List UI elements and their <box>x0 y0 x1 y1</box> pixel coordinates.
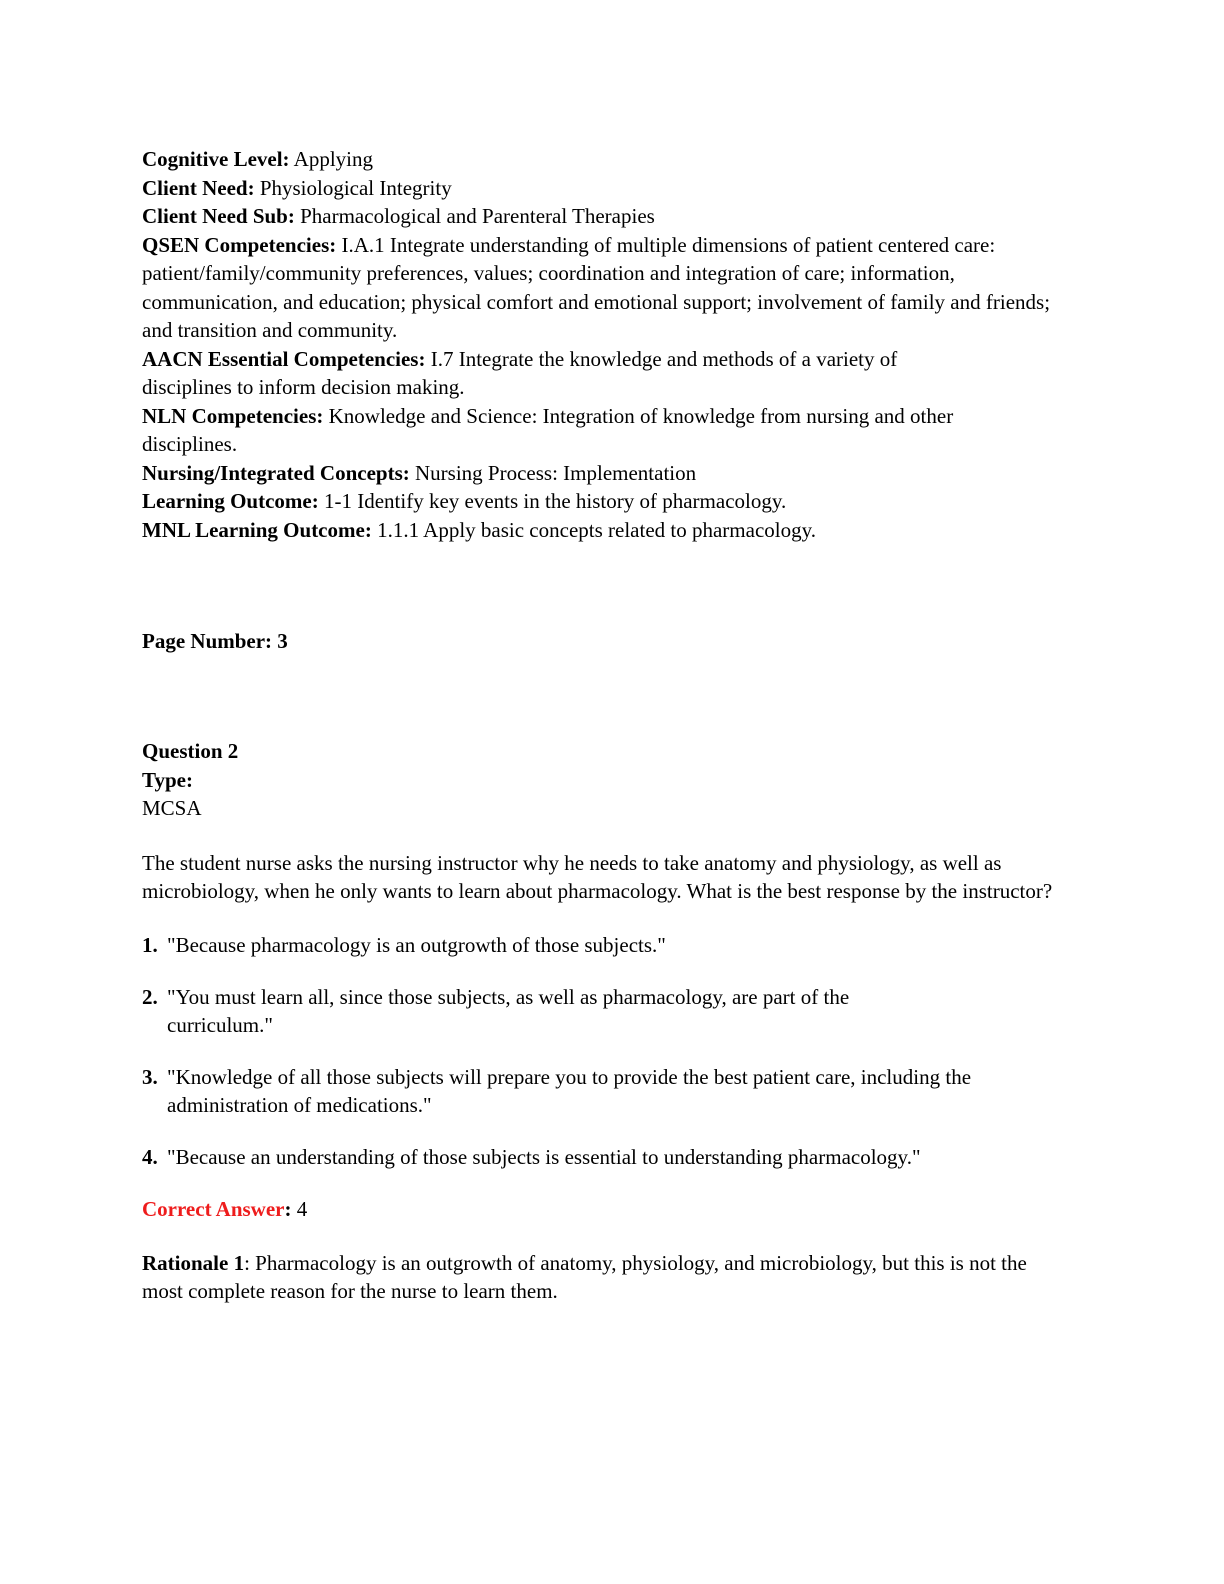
aacn-competencies-field <box>142 345 982 402</box>
field-label: Nursing/Integrated Concepts: <box>142 460 410 485</box>
answer-options <box>142 931 1082 1171</box>
answer-option <box>142 931 1082 959</box>
mnl-learning-outcome-field <box>142 516 1082 545</box>
option-text: "You must learn all, since those subjects, as well as pharmacology, are part of the curriculum." <box>167 984 850 1037</box>
option-text: "Knowledge of all those subjects will prepare you to provide the best patient care, including the administration of medications." <box>167 1064 972 1117</box>
question-title: Question 2 <box>142 739 239 763</box>
field-value: I.7 Integrate the knowledge and methods of a variety of disciplines to inform decision making. <box>142 346 898 399</box>
answer-option <box>142 983 942 1039</box>
field-value: Pharmacological and Parenteral Therapies <box>294 204 655 228</box>
option-number: 4. <box>142 1144 158 1169</box>
rationale <box>142 1249 1057 1305</box>
field-label: NLN Competencies: <box>142 403 324 428</box>
qsen-competencies-field <box>142 231 1057 345</box>
correct-answer-colon: : <box>284 1196 292 1221</box>
field-label: AACN Essential Competencies: <box>142 346 426 371</box>
field-value: 1-1 Identify key events in the history of pharmacology. <box>318 489 787 513</box>
rationale-label: Rationale 1 <box>142 1250 245 1275</box>
field-label: MNL Learning Outcome: <box>142 517 372 542</box>
field-label: Client Need Sub: <box>142 204 295 228</box>
option-number: 2. <box>142 984 158 1009</box>
client-need-field <box>142 174 1082 203</box>
cognitive-level-field <box>142 145 1082 174</box>
nursing-concepts-field <box>142 459 1082 488</box>
client-need-sub-field <box>142 202 1082 231</box>
field-value: Physiological Integrity <box>254 175 452 200</box>
question-type-label: Type: <box>142 767 193 792</box>
field-value: Nursing Process: Implementation <box>409 460 697 485</box>
question-block <box>142 737 1082 1305</box>
page-number: Page Number: 3 <box>142 629 288 653</box>
field-label: Client Need: <box>142 175 255 200</box>
meta-block <box>142 145 1082 544</box>
correct-answer-label: Correct Answer <box>142 1196 285 1221</box>
field-value: 1.1.1 Apply basic concepts related to pharmacology. <box>371 517 816 542</box>
option-number: 3. <box>142 1064 158 1089</box>
field-value: Knowledge and Science: Integration of knowledge from nursing and other disciplines. <box>142 403 954 456</box>
field-label: QSEN Competencies: <box>142 232 337 257</box>
answer-option <box>142 1063 1042 1119</box>
question-stem: The student nurse asks the nursing instructor why he needs to take anatomy and physiology, as well as microbiology, when he only wants to learn about pharmacology. What is the best response by the instructor? <box>142 850 1053 903</box>
correct-answer-value: 4 <box>291 1196 308 1221</box>
option-text: "Because an understanding of those subjects is essential to understanding pharmacology." <box>167 1144 921 1169</box>
correct-answer <box>142 1195 1082 1223</box>
field-label: Learning Outcome: <box>142 489 319 513</box>
rationale-text: : Pharmacology is an outgrowth of anatomy, physiology, and microbiology, but this is not the most complete reason for the nurse to learn them. <box>142 1250 1027 1303</box>
field-value: Applying <box>289 147 373 171</box>
learning-outcome-field <box>142 487 1082 516</box>
answer-option <box>142 1143 1082 1171</box>
option-text: "Because pharmacology is an outgrowth of those subjects." <box>167 932 666 957</box>
option-number: 1. <box>142 932 158 957</box>
field-label: Cognitive Level: <box>142 147 290 171</box>
nln-competencies-field <box>142 402 1012 459</box>
field-value: I.A.1 Integrate understanding of multiple dimensions of patient centered care: patient/family/community preferences, values; coordination and integration of care; information, communication, and education; physical comfort and emotional support; involvement of family and friends; and transition and community. <box>142 232 1051 342</box>
question-type-value: MCSA <box>142 796 202 820</box>
